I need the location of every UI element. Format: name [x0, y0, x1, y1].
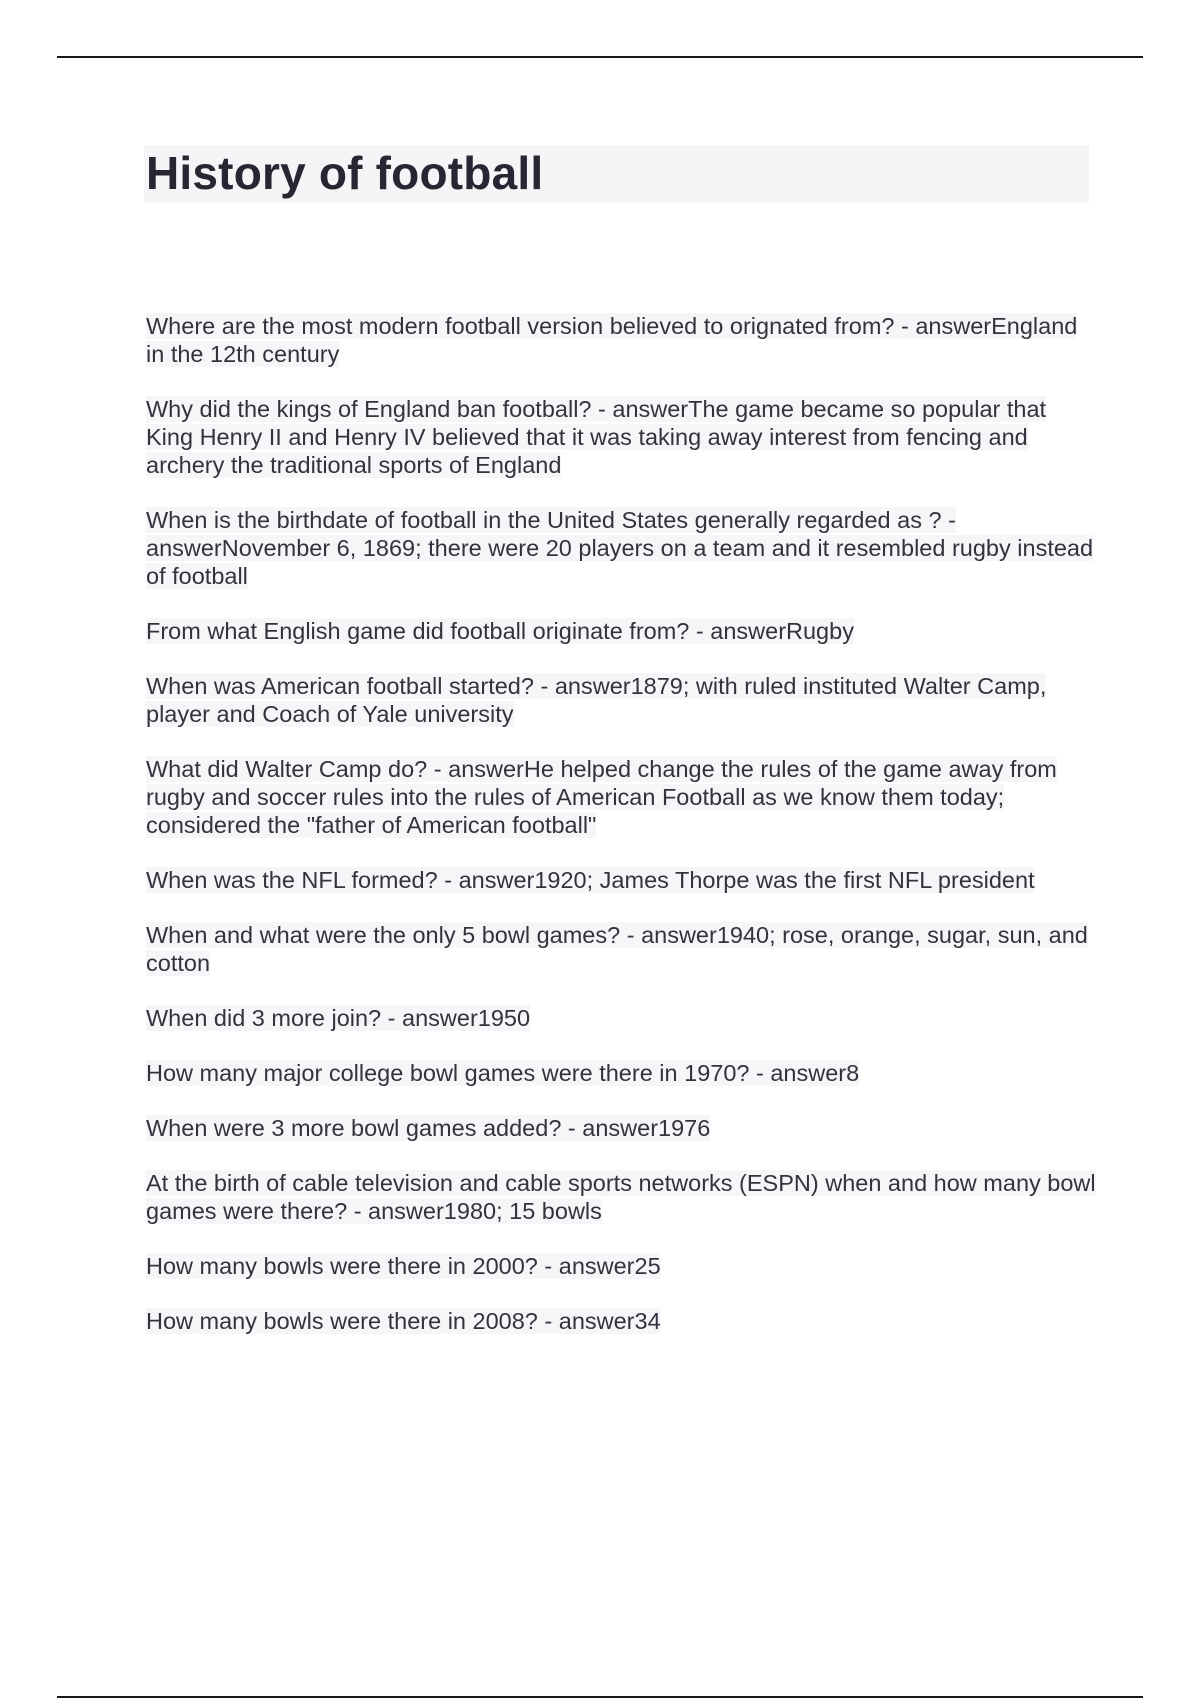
qa-text: From what English game did football originate from? - answerRugby [146, 618, 854, 644]
qa-text: How many bowls were there in 2008? - answer34 [146, 1308, 661, 1334]
qa-text: Where are the most modern football version believed to orignated from? - answerEngland in the 12th century [146, 313, 1078, 367]
qa-item-5 [146, 672, 1096, 728]
qa-text: How many bowls were there in 2000? - answer25 [146, 1253, 661, 1279]
qa-text: When were 3 more bowl games added? - answer1976 [146, 1115, 711, 1141]
qa-list [146, 312, 1096, 1362]
qa-text: Why did the kings of England ban football? - answerThe game became so popular that King Henry II and Henry IV believed that it was taking away interest from fencing and archery the traditional sports of England [146, 396, 1047, 478]
qa-text: At the birth of cable television and cable sports networks (ESPN) when and how many bowl games were there? - answer1980; 15 bowls [146, 1170, 1096, 1224]
qa-text: How many major college bowl games were there in 1970? - answer8 [146, 1060, 860, 1086]
qa-item-13 [146, 1252, 1096, 1280]
qa-item-1 [146, 312, 1096, 368]
top-divider [57, 56, 1143, 58]
qa-text: What did Walter Camp do? - answerHe helped change the rules of the game away from rugby and soccer rules into the rules of American Football as we know them today; considered the "father of American football" [146, 756, 1057, 838]
page-title: History of football [146, 147, 544, 199]
qa-text: When did 3 more join? - answer1950 [146, 1005, 531, 1031]
qa-item-8 [146, 921, 1096, 977]
qa-item-6 [146, 755, 1096, 839]
qa-item-10 [146, 1059, 1096, 1087]
qa-text: When was the NFL formed? - answer1920; James Thorpe was the first NFL president [146, 867, 1035, 893]
qa-item-14 [146, 1307, 1096, 1335]
qa-item-2 [146, 395, 1096, 479]
qa-item-9 [146, 1004, 1096, 1032]
bottom-divider [57, 1696, 1143, 1698]
qa-item-7 [146, 866, 1096, 894]
qa-item-4 [146, 617, 1096, 645]
qa-text: When is the birthdate of football in the United States generally regarded as ? - answerNovember 6, 1869; there were 20 players on a team and it resembled rugby instead of football [146, 507, 1094, 589]
qa-item-3 [146, 506, 1096, 590]
qa-item-12 [146, 1169, 1096, 1225]
qa-text: When was American football started? - answer1879; with ruled instituted Walter Camp, player and Coach of Yale university [146, 673, 1047, 727]
qa-item-11 [146, 1114, 1096, 1142]
qa-text: When and what were the only 5 bowl games? - answer1940; rose, orange, sugar, sun, and cotton [146, 922, 1088, 976]
